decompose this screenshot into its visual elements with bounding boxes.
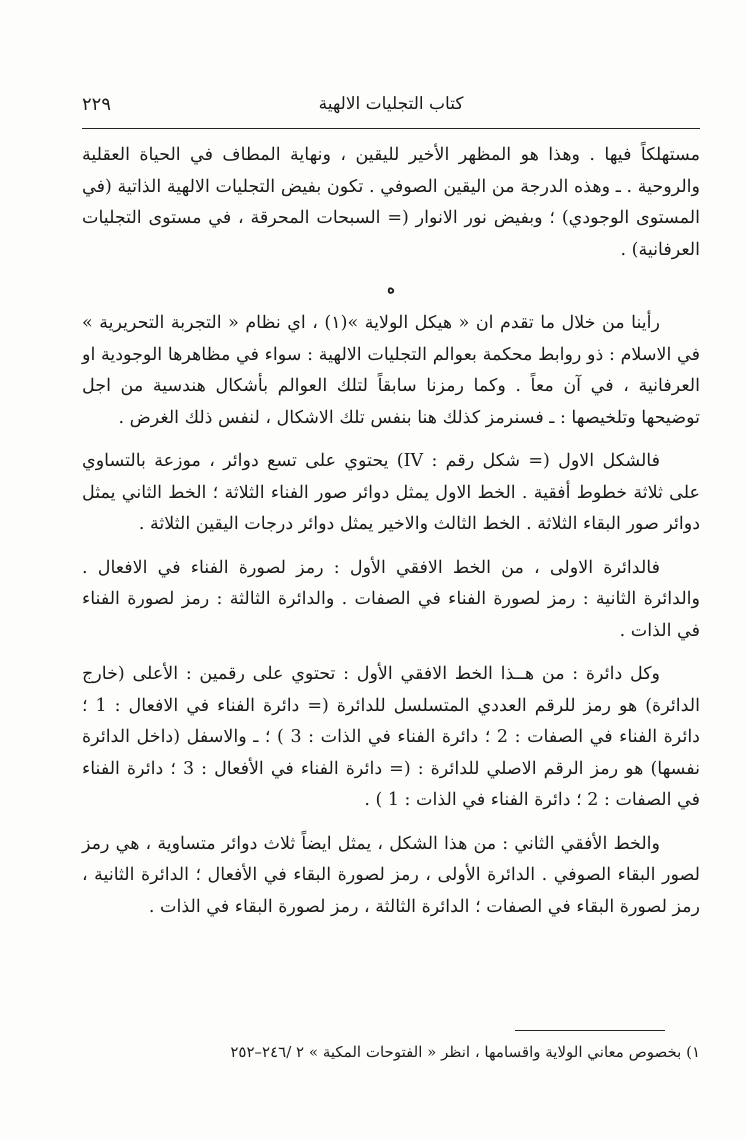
footnote: ١) بخصوص معاني الولاية واقسامها ، انظر « الفتوحات المكية » ٢ /٢٤٦–٢٥٢ [230, 1043, 700, 1061]
book-title: كتاب التجليات الالهية [318, 94, 464, 114]
page-number: ٢٢٩ [82, 94, 112, 115]
footnote-rule [515, 1030, 665, 1031]
paragraph-3: فالشكل الاول (= شكل رقم : IV) يحتوي على تسع دوائر ، موزعة بالتساوي على ثلاثة خطوط أفقية . الخط الاول يمثل دوائر صور الفناء الثلاثة ؛ الخط الثاني يمثل دوائر صور البقاء الثلاثة . الخط الثالث والاخير يمثل دوائر درجات اليقين الثلاثة . [82, 451, 700, 534]
body-text [82, 140, 700, 935]
section-divider: ه [387, 279, 395, 297]
paragraph-2: رأينا من خلال ما تقدم ان « هيكل الولاية »(١) ، اي نظام « التجربة التحريرية » في الاسلام : ذو روابط محكمة بعوالم التجليات الالهية : سواء في مظاهرها الوجودية او العرفانية ، في آن معاً . وكما رمزنا سابقاً لتلك العوالم بأشكال هندسية من اجل توضيحها وتلخيصها : ـ فسنرمز كذلك هنا بنفس تلك الاشكال ، لنفس ذلك الغرض . [82, 313, 700, 428]
running-header [82, 88, 700, 128]
paragraph-1: مستهلكاً فيها . وهذا هو المظهر الأخير لليقين ، ونهاية المطاف في الحياة العقلية والروحية . ـ وهذه الدرجة من اليقين الصوفي . تكون بفيض التجليات الالهية الذاتية (في المستوى الوجودي) ؛ وبفيض نور الانوار (= السبحات المحرقة ، في مستوى التجليات العرفانية) . [82, 145, 700, 260]
paragraph-4: فالدائرة الاولى ، من الخط الافقي الأول : رمز لصورة الفناء في الافعال . والدائرة الثانية : رمز لصورة الفناء في الصفات . والدائرة الثالثة : رمز لصورة الفناء في الذات . [82, 557, 700, 641]
paragraph-5: وكل دائرة : من هــذا الخط الافقي الأول : تحتوي على رقمين : الأعلى (خارج الدائرة) هو رمز للرقم العددي المتسلسل للدائرة (= دائرة الفناء في الافعال : 1 ؛ دائرة الفناء في الصفات : 2 ؛ دائرة الفناء في الذات : 3 ) ؛ ـ والاسفل (داخل الدائرة نفسها) هو رمز الرقم الاصلي للدائرة : (= دائرة الفناء في الأفعال : 3 ؛ دائرة الفناء في الصفات : 2 ؛ دائرة الفناء في الذات : 1 ) . [82, 664, 700, 810]
paragraph-6: والخط الأفقي الثاني : من هذا الشكل ، يمثل ايضاً ثلاث دوائر متساوية ، هي رمز لصور البقاء الصوفي . الدائرة الأولى ، رمز لصورة البقاء في الأفعال ؛ الدائرة الثانية ، رمز لصورة البقاء في الصفات ؛ الدائرة الثالثة ، رمز لصورة البقاء في الذات . [82, 833, 700, 917]
header-rule [82, 128, 700, 129]
